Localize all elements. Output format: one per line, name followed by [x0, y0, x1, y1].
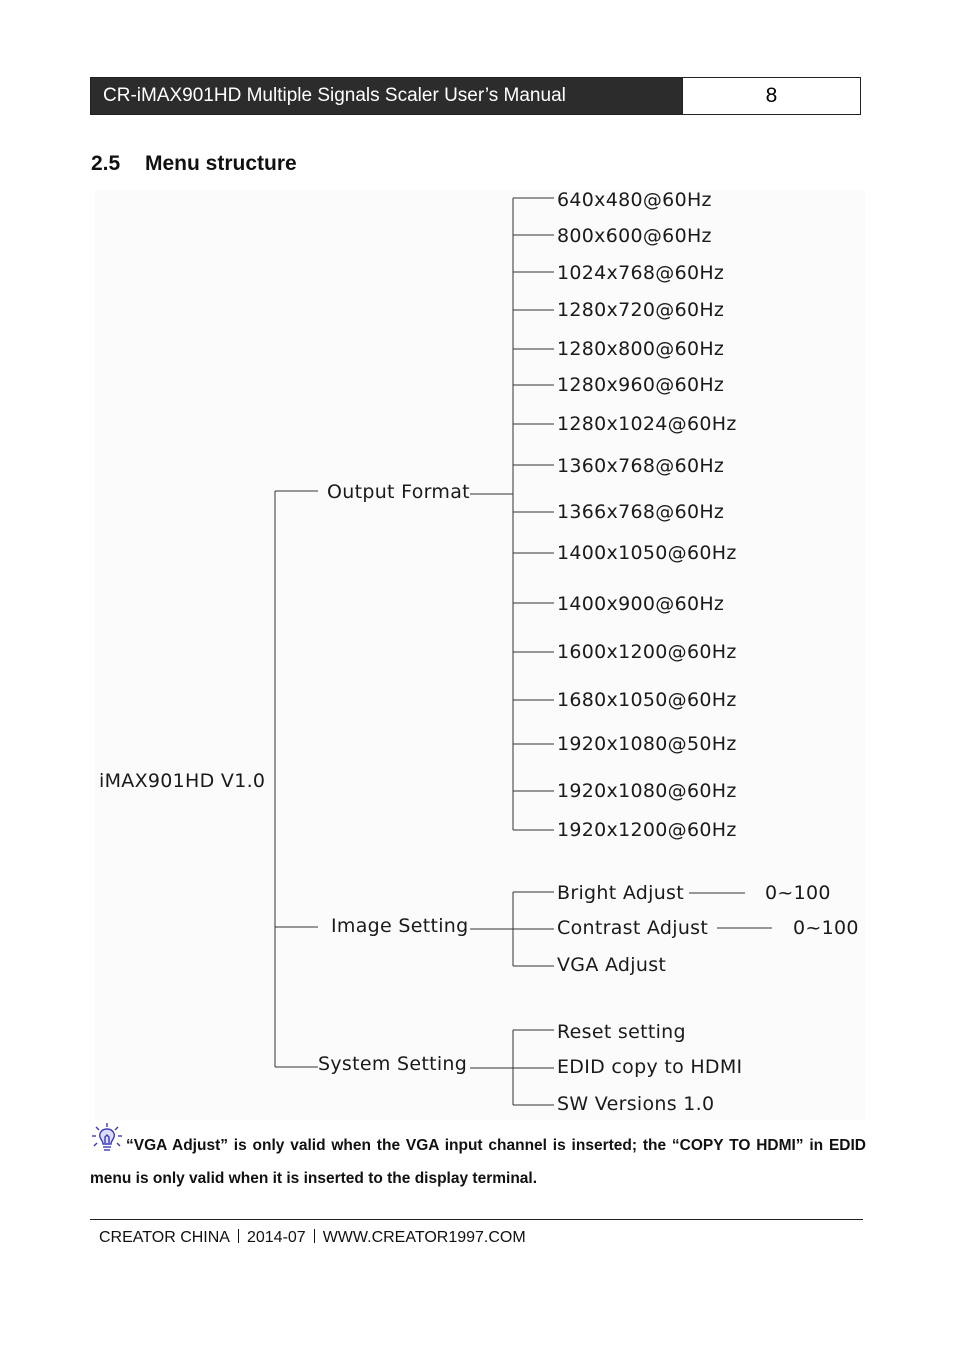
resolution-item: 1366x768@60Hz: [557, 501, 725, 523]
resolution-item: 1920x1080@60Hz: [557, 780, 737, 802]
diagram-background: [95, 190, 865, 1120]
system-item: SW Versions 1.0: [557, 1093, 715, 1115]
section-number: 2.5: [91, 152, 121, 175]
resolution-item: 800x600@60Hz: [557, 225, 712, 247]
manual-title: CR-iMAX901HD Multiple Signals Scaler User’s Manual: [91, 78, 682, 114]
resolution-item: 1280x800@60Hz: [557, 338, 725, 360]
section-title: Menu structure: [145, 152, 297, 175]
resolution-item: 1920x1200@60Hz: [557, 819, 737, 841]
tree-root-label: iMAX901HD V1.0: [99, 770, 266, 792]
bright-adjust-item: Bright Adjust: [557, 882, 685, 904]
vga-adjust-item: VGA Adjust: [557, 954, 667, 976]
page-footer: [99, 1229, 526, 1247]
system-item: EDID copy to HDMI: [557, 1056, 743, 1078]
resolution-item: 1680x1050@60Hz: [557, 689, 737, 711]
footer-separator: [238, 1229, 239, 1243]
resolution-item: 1920x1080@50Hz: [557, 733, 737, 755]
resolution-item: 640x480@60Hz: [557, 189, 712, 211]
page-number: 8: [682, 78, 860, 114]
output-format-label: Output Format: [327, 481, 470, 503]
resolution-item: 1400x900@60Hz: [557, 593, 725, 615]
footer-divider: [90, 1219, 863, 1220]
resolution-item: 1400x1050@60Hz: [557, 542, 737, 564]
resolution-item: 1024x768@60Hz: [557, 262, 725, 284]
system-item: Reset setting: [557, 1021, 686, 1043]
system-setting-label: System Setting: [318, 1053, 468, 1075]
resolution-item: 1360x768@60Hz: [557, 455, 725, 477]
resolution-item: 1280x1024@60Hz: [557, 413, 737, 435]
resolution-item: 1280x720@60Hz: [557, 299, 725, 321]
tip-note: [90, 1122, 866, 1193]
contrast-range: 0~100: [793, 917, 859, 939]
section-heading: [91, 152, 297, 176]
footer-company: CREATOR CHINA: [99, 1229, 230, 1246]
lightbulb-icon: [90, 1122, 124, 1164]
resolution-item: 1600x1200@60Hz: [557, 641, 737, 663]
resolution-item: 1280x960@60Hz: [557, 374, 725, 396]
page-header: [90, 77, 861, 115]
footer-website: WWW.CREATOR1997.COM: [322, 1229, 526, 1246]
bright-range: 0~100: [765, 882, 831, 904]
image-setting-label: Image Setting: [331, 915, 469, 937]
footer-separator: [314, 1229, 315, 1243]
contrast-adjust-item: Contrast Adjust: [557, 917, 709, 939]
footer-date: 2014-07: [246, 1229, 306, 1246]
tip-text: “VGA Adjust” is only valid when the VGA input channel is inserted; the “COPY TO HDMI” in EDID menu is only valid when it is inserted to the display terminal.: [90, 1137, 866, 1187]
